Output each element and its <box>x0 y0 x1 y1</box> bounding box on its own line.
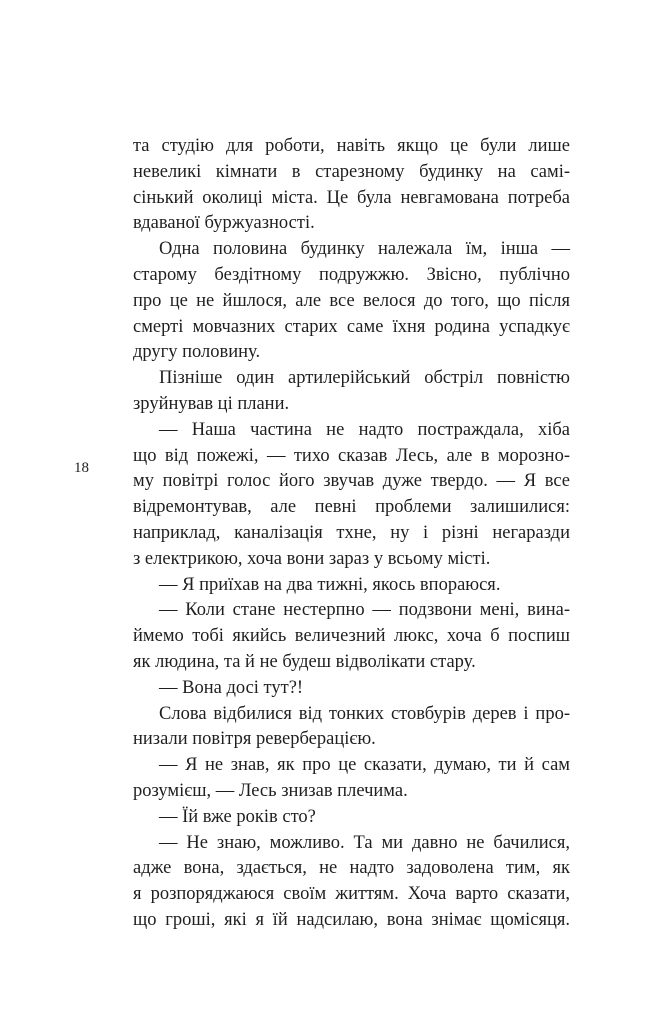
text-line: як людина, та й не будеш відволікати стару. <box>133 651 476 672</box>
text-line: — Вона досі тут?! <box>159 677 304 698</box>
text-line: що від пожежі, — тихо сказав Лесь, але в морозно- <box>133 445 570 466</box>
text-line: про це не йшлося, але все велося до того, що після <box>133 290 570 311</box>
text-line: відремонтував, але певні проблеми залишилися: <box>133 497 570 518</box>
text-line: я розпоряджаюся своїм життям. Хоча варто сказати, <box>133 884 570 905</box>
text-line: — Я приїхав на два тижні, якось впораюся. <box>159 574 501 595</box>
text-line: вдаваної буржуазності. <box>133 213 315 234</box>
text-line: смерті мовчазних старих саме їхня родина успадкує <box>133 316 570 337</box>
text-line: Одна половина будинку належала їм, інша — <box>159 239 570 260</box>
text-line: — Коли стане нестерпно — подзвони мені, вина- <box>159 600 570 621</box>
text-line: Слова відбилися від тонких стовбурів дерев і про- <box>159 703 570 724</box>
text-line: та студію для роботи, навіть якщо це були лише <box>133 136 570 156</box>
text-line: — Не знаю, можливо. Та ми давно не бачилися, <box>159 832 570 853</box>
text-line: — Я не знав, як про це сказати, думаю, ти й сам <box>159 755 570 776</box>
text-line: що гроші, які я їй надсилаю, вона знімає щомісяця. <box>133 909 570 930</box>
text-line: ймемо тобі якийсь величезний люкс, хоча б поспиш <box>133 626 570 647</box>
text-line: — Наша частина не надто постраждала, хіба <box>159 419 570 440</box>
text-line: розумієш, — Лесь знизав плечима. <box>133 780 408 801</box>
text-line: низали повітря реверберацією. <box>133 729 376 750</box>
text-line: невеликі кімнати в старезному будинку на самі- <box>133 161 570 182</box>
text-line: з електрикою, хоча вони зараз у всьому місті. <box>133 548 491 569</box>
text-line: старому бездітному подружжю. Звісно, публічно <box>133 264 570 285</box>
text-line: наприклад, каналізація тхне, ну і різні негаразди <box>133 522 570 543</box>
body-text <box>133 134 570 934</box>
text-line: адже вона, здається, не надто задоволена тим, як <box>133 858 570 879</box>
text-line: сінький околиці міста. Це була невгамована потреба <box>133 187 570 208</box>
text-line: му повітрі голос його звучав дуже твердо. — Я все <box>133 471 570 492</box>
text-line: Пізніше один артилерійський обстріл повністю <box>159 368 570 389</box>
text-line: зруйнував ці плани. <box>133 393 290 414</box>
text-line: другу половину. <box>133 342 261 363</box>
text-line: — Їй вже років сто? <box>159 806 316 827</box>
page-number: 18 <box>74 460 89 476</box>
